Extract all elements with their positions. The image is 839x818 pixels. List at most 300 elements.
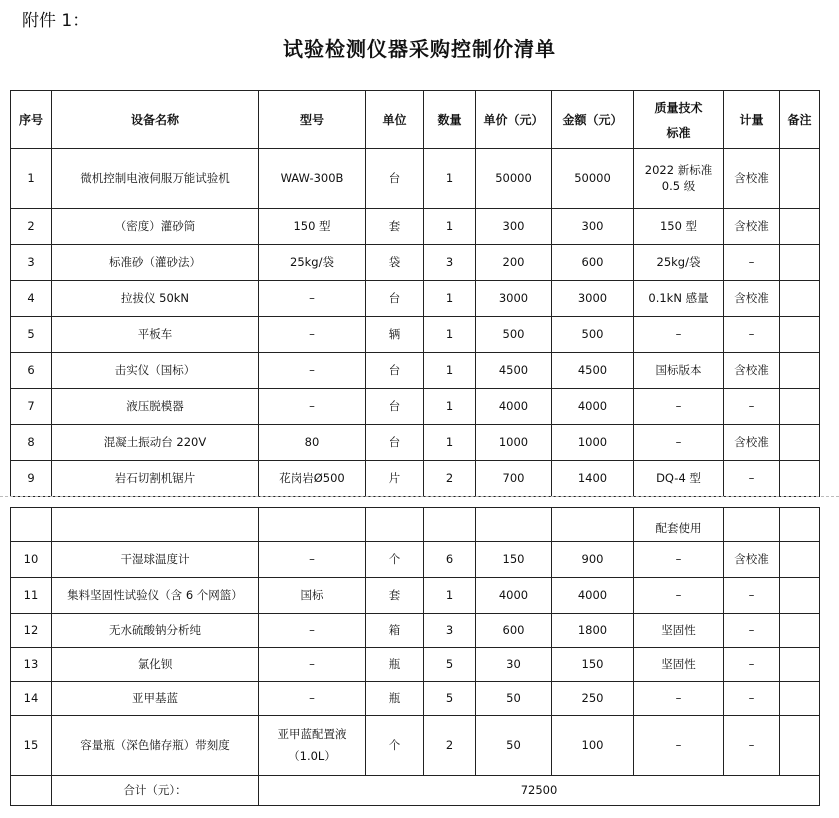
cell-amount xyxy=(552,716,634,776)
cell-price-text: 3000 xyxy=(498,290,529,305)
table-row xyxy=(11,317,820,353)
cell-model xyxy=(259,425,366,461)
cell-name xyxy=(52,682,259,716)
cell-std xyxy=(634,281,724,317)
cell-model-text: – xyxy=(309,656,315,671)
cell-amount-text: 50000 xyxy=(574,170,611,185)
cell-qty xyxy=(424,281,476,317)
cell-price-text: 4000 xyxy=(498,398,529,413)
cell-model xyxy=(259,716,366,776)
cell-std-text: DQ-4 型 xyxy=(656,470,701,485)
cell-std xyxy=(634,245,724,281)
cell-no xyxy=(11,425,52,461)
cell-amount xyxy=(552,542,634,578)
cell-qty-text: 1 xyxy=(445,398,454,413)
cell-unit-text: 个 xyxy=(388,551,401,566)
cell-std-text: – xyxy=(675,551,682,566)
cell-price xyxy=(476,353,552,389)
cell-name-text: 氯化钡 xyxy=(137,656,173,671)
cell-model-text: 25kg/袋 xyxy=(290,254,334,269)
cell-model xyxy=(259,281,366,317)
cell-std-text: 坚固性 xyxy=(661,656,696,671)
cell-qty xyxy=(424,245,476,281)
cell-std xyxy=(634,461,724,497)
cell-unit-text: 台 xyxy=(388,290,401,305)
cell-qty-text: 1 xyxy=(445,362,454,377)
cell-price-text: 50 xyxy=(506,737,521,752)
cell-no xyxy=(11,578,52,614)
cell-amount-text: 300 xyxy=(581,218,604,233)
cell-calib xyxy=(724,425,780,461)
price-table-page1 xyxy=(10,90,820,497)
cell-amount xyxy=(552,614,634,648)
cell-note xyxy=(780,648,820,682)
cell-model-text: 80 xyxy=(304,434,320,449)
cell-amount-text: 4000 xyxy=(577,398,608,413)
cell-qty-text: 1 xyxy=(445,434,454,449)
cell-std xyxy=(634,542,724,578)
cell-calib xyxy=(724,245,780,281)
cell-std xyxy=(634,614,724,648)
cell-price-text: 30 xyxy=(506,656,521,671)
header-amount: 金额（元） xyxy=(552,91,634,149)
cell-model-text: 亚甲蓝配置液 xyxy=(277,726,347,741)
cell-model xyxy=(259,578,366,614)
cell-model-text: – xyxy=(309,290,315,305)
cell-unit-text: 袋 xyxy=(388,254,401,269)
cell-amount xyxy=(552,353,634,389)
cell-qty-text: 5 xyxy=(445,656,454,671)
header-calib: 计量 xyxy=(724,91,780,149)
cell-no xyxy=(11,389,52,425)
cell-unit xyxy=(366,149,424,209)
table-row xyxy=(11,389,820,425)
cell-no xyxy=(11,461,52,497)
cell-model xyxy=(259,389,366,425)
cell-model-text: – xyxy=(309,362,315,377)
cell-qty-text: 2 xyxy=(445,470,454,485)
cell-name xyxy=(52,317,259,353)
cell-price xyxy=(476,461,552,497)
table-row xyxy=(11,353,820,389)
cell-model-text: 花岗岩Ø500 xyxy=(279,470,345,485)
cell-name xyxy=(52,542,259,578)
cell-unit xyxy=(366,461,424,497)
cell-name-text: 干湿球温度计 xyxy=(120,551,190,566)
cell-price-text: 500 xyxy=(502,326,525,341)
cell-amount-text: 1000 xyxy=(577,434,608,449)
cell-qty xyxy=(424,461,476,497)
header-std-line1: 质量技术 xyxy=(654,100,703,115)
cell-unit xyxy=(366,317,424,353)
cell-unit-text: 箱 xyxy=(388,622,401,637)
cell-name xyxy=(52,578,259,614)
cell-unit xyxy=(366,353,424,389)
cell-amount-text: 600 xyxy=(581,254,604,269)
header-name: 设备名称 xyxy=(52,91,259,149)
cell-qty-text: 3 xyxy=(445,622,454,637)
table-row xyxy=(11,209,820,245)
cell-calib-text: 含校准 xyxy=(734,434,769,449)
cell-note xyxy=(780,461,820,497)
cell-price-text: 4000 xyxy=(498,587,529,602)
cell-qty xyxy=(424,614,476,648)
cell-calib xyxy=(724,682,780,716)
cell-std xyxy=(634,149,724,209)
cell-amount-text: 900 xyxy=(581,551,604,566)
continued-std: 配套使用 xyxy=(634,508,724,542)
cell-unit-text: 台 xyxy=(388,170,401,185)
cell-model-text: – xyxy=(309,398,315,413)
cell-model-text: – xyxy=(309,690,315,705)
cell-name-text: 无水硫酸钠分析纯 xyxy=(109,622,201,637)
cell-unit xyxy=(366,614,424,648)
cell-name-text: （密度）灌砂筒 xyxy=(114,218,196,233)
cell-price xyxy=(476,317,552,353)
cell-no xyxy=(11,245,52,281)
cell-calib-text: 含校准 xyxy=(734,362,769,377)
cell-std xyxy=(634,209,724,245)
cell-amount xyxy=(552,245,634,281)
cell-unit xyxy=(366,209,424,245)
cell-name xyxy=(52,461,259,497)
cell-note xyxy=(780,578,820,614)
cell-name-text: 岩石切割机锯片 xyxy=(114,470,196,485)
cell-unit-text: 瓶 xyxy=(388,690,401,705)
cell-unit xyxy=(366,281,424,317)
cell-model xyxy=(259,149,366,209)
cell-unit xyxy=(366,682,424,716)
cell-model xyxy=(259,317,366,353)
cell-unit-text: 台 xyxy=(388,434,401,449)
header-price: 单价（元） xyxy=(476,91,552,149)
cell-amount xyxy=(552,578,634,614)
header-note: 备注 xyxy=(780,91,820,149)
cell-qty xyxy=(424,317,476,353)
cell-price-text: 200 xyxy=(502,254,525,269)
table-row xyxy=(11,716,820,776)
cell-amount xyxy=(552,209,634,245)
total-blank xyxy=(11,776,52,806)
cell-amount-text: 4000 xyxy=(577,587,608,602)
cell-no-text: 7 xyxy=(27,398,35,413)
cell-unit xyxy=(366,425,424,461)
cell-amount xyxy=(552,648,634,682)
cell-calib-text: 含校准 xyxy=(734,170,769,185)
cell-name-text: 平板车 xyxy=(137,326,173,341)
cell-calib xyxy=(724,614,780,648)
cell-no-text: 6 xyxy=(27,362,35,377)
cell-std xyxy=(634,353,724,389)
cell-note xyxy=(780,353,820,389)
cell-model-text: WAW-300B xyxy=(280,170,344,185)
cell-qty xyxy=(424,389,476,425)
table-row xyxy=(11,648,820,682)
cell-unit xyxy=(366,245,424,281)
cell-qty xyxy=(424,425,476,461)
cell-note xyxy=(780,425,820,461)
cell-name-text: 液压脱模器 xyxy=(126,398,184,413)
cell-qty-text: 3 xyxy=(445,254,454,269)
total-row xyxy=(11,776,820,806)
cell-calib xyxy=(724,389,780,425)
cell-std-text: 国标版本 xyxy=(655,362,702,377)
cell-model-text: – xyxy=(309,622,315,637)
cell-std-text: – xyxy=(675,326,682,341)
cell-amount-text: 100 xyxy=(581,737,604,752)
cell-calib xyxy=(724,149,780,209)
cell-no-text: 9 xyxy=(27,470,35,485)
cell-amount-text: 1400 xyxy=(577,470,608,485)
cell-name-text: 亚甲基蓝 xyxy=(132,690,178,705)
cell-amount-text: 150 xyxy=(581,656,604,671)
cell-model-text: – xyxy=(309,551,315,566)
cell-unit-text: 瓶 xyxy=(388,656,401,671)
cell-model-text: – xyxy=(309,326,315,341)
cell-unit-text: 台 xyxy=(388,362,401,377)
cell-no xyxy=(11,317,52,353)
cell-calib-text: 含校准 xyxy=(734,218,769,233)
cell-model-text: 国标 xyxy=(300,587,324,602)
cell-calib-text: – xyxy=(748,254,755,269)
cell-std-text: 坚固性 xyxy=(661,622,696,637)
cell-qty xyxy=(424,716,476,776)
table-row xyxy=(11,682,820,716)
cell-calib xyxy=(724,578,780,614)
cell-no xyxy=(11,353,52,389)
cell-qty xyxy=(424,353,476,389)
cell-calib xyxy=(724,461,780,497)
cell-std-text: 150 型 xyxy=(659,218,698,233)
cell-qty xyxy=(424,682,476,716)
cell-note xyxy=(780,716,820,776)
cell-price xyxy=(476,425,552,461)
cell-no-text: 13 xyxy=(23,656,39,671)
cell-price xyxy=(476,648,552,682)
continued-row xyxy=(11,508,820,542)
cell-name xyxy=(52,389,259,425)
header-unit: 单位 xyxy=(366,91,424,149)
cell-unit-text: 套 xyxy=(388,218,401,233)
cell-std-text: – xyxy=(675,737,682,752)
cell-std xyxy=(634,682,724,716)
cell-std xyxy=(634,578,724,614)
cell-qty xyxy=(424,209,476,245)
cell-model xyxy=(259,209,366,245)
cell-price-text: 300 xyxy=(502,218,525,233)
cell-no xyxy=(11,209,52,245)
cell-note xyxy=(780,209,820,245)
cell-note xyxy=(780,317,820,353)
table-row xyxy=(11,614,820,648)
table-row xyxy=(11,542,820,578)
cell-qty-text: 6 xyxy=(445,551,454,566)
cell-name-text: 微机控制电液伺服万能试验机 xyxy=(80,170,230,185)
cell-unit-text: 套 xyxy=(388,587,401,602)
cell-no-text: 11 xyxy=(23,587,39,602)
cell-no-text: 10 xyxy=(23,551,39,566)
cell-no-text: 8 xyxy=(27,434,35,449)
total-value: 72500 xyxy=(259,776,820,806)
cell-unit xyxy=(366,542,424,578)
cell-amount-text: 500 xyxy=(581,326,604,341)
cell-name-text: 击实仪（国标） xyxy=(114,362,196,377)
cell-no xyxy=(11,682,52,716)
cell-unit xyxy=(366,389,424,425)
cell-calib-text: – xyxy=(748,587,755,602)
cell-qty-text: 1 xyxy=(445,587,454,602)
cell-price xyxy=(476,614,552,648)
cell-name xyxy=(52,245,259,281)
cell-std xyxy=(634,317,724,353)
cell-name xyxy=(52,425,259,461)
cell-unit xyxy=(366,716,424,776)
cell-no xyxy=(11,149,52,209)
cell-std-text: 0.1kN 感量 xyxy=(648,290,709,305)
cell-model-text: 150 型 xyxy=(293,218,331,233)
cell-qty xyxy=(424,542,476,578)
cell-note xyxy=(780,682,820,716)
cell-calib-text: – xyxy=(748,656,755,671)
price-table-page2 xyxy=(10,507,820,806)
table-row xyxy=(11,578,820,614)
cell-std-text: 2022 新标准 xyxy=(644,162,713,177)
cell-model xyxy=(259,682,366,716)
cell-price xyxy=(476,245,552,281)
cell-amount-text: 1800 xyxy=(577,622,608,637)
cell-amount xyxy=(552,461,634,497)
cell-name-text: 集料坚固性试验仪（含 6 个网篮） xyxy=(67,587,243,602)
cell-name-text: 混凝土振动台 220V xyxy=(103,434,207,449)
cell-amount-text: 3000 xyxy=(577,290,608,305)
cell-calib-text: – xyxy=(748,326,755,341)
table-row xyxy=(11,245,820,281)
cell-calib xyxy=(724,281,780,317)
cell-model xyxy=(259,614,366,648)
cell-amount xyxy=(552,389,634,425)
cell-calib xyxy=(724,353,780,389)
cell-unit-text: 个 xyxy=(388,737,401,752)
cell-name xyxy=(52,149,259,209)
cell-calib-text: – xyxy=(748,470,755,485)
cell-calib xyxy=(724,317,780,353)
cell-price-text: 50 xyxy=(506,690,521,705)
cell-qty-text: 5 xyxy=(445,690,454,705)
cell-calib-text: – xyxy=(748,398,755,413)
cell-name xyxy=(52,716,259,776)
cell-qty-text: 1 xyxy=(445,170,454,185)
cell-std-text: – xyxy=(675,690,682,705)
cell-amount xyxy=(552,149,634,209)
cell-price xyxy=(476,542,552,578)
cell-amount xyxy=(552,281,634,317)
cell-price-text: 1000 xyxy=(498,434,529,449)
cell-unit-text: 辆 xyxy=(388,326,401,341)
cell-no-text: 2 xyxy=(27,218,35,233)
cell-price xyxy=(476,281,552,317)
cell-qty-text: 1 xyxy=(445,218,454,233)
cell-amount xyxy=(552,425,634,461)
cell-calib-text: 含校准 xyxy=(734,551,769,566)
cell-model xyxy=(259,353,366,389)
cell-no-text: 3 xyxy=(27,254,35,269)
cell-calib xyxy=(724,716,780,776)
header-model: 型号 xyxy=(259,91,366,149)
table-row xyxy=(11,281,820,317)
cell-no xyxy=(11,716,52,776)
cell-model xyxy=(259,461,366,497)
cell-no xyxy=(11,281,52,317)
cell-model xyxy=(259,542,366,578)
header-std-line2: 标准 xyxy=(666,125,691,140)
cell-note xyxy=(780,614,820,648)
cell-amount xyxy=(552,682,634,716)
cell-price-text: 600 xyxy=(502,622,525,637)
cell-qty xyxy=(424,149,476,209)
cell-model xyxy=(259,648,366,682)
cell-no xyxy=(11,614,52,648)
cell-calib-text: – xyxy=(748,737,755,752)
annex-label: 附件 1： xyxy=(22,11,90,31)
cell-calib xyxy=(724,648,780,682)
cell-price-text: 700 xyxy=(502,470,525,485)
cell-name xyxy=(52,353,259,389)
cell-price-text: 4500 xyxy=(498,362,529,377)
document-title: 试验检测仪器采购控制价清单 xyxy=(283,37,556,61)
cell-no-text: 1 xyxy=(27,170,35,185)
cell-price xyxy=(476,578,552,614)
cell-note xyxy=(780,542,820,578)
cell-amount xyxy=(552,317,634,353)
header-qty: 数量 xyxy=(424,91,476,149)
cell-calib xyxy=(724,209,780,245)
cell-price-text: 150 xyxy=(502,551,525,566)
cell-qty-text: 1 xyxy=(445,290,454,305)
cell-unit-text: 台 xyxy=(388,398,401,413)
header-no: 序号 xyxy=(11,91,52,149)
cell-no-text: 15 xyxy=(23,737,39,752)
cell-calib xyxy=(724,542,780,578)
cell-std-text: – xyxy=(675,434,682,449)
cell-std xyxy=(634,716,724,776)
cell-unit xyxy=(366,648,424,682)
cell-note xyxy=(780,281,820,317)
cell-qty xyxy=(424,578,476,614)
cell-std-text: – xyxy=(675,398,682,413)
cell-model-line2: （1.0L） xyxy=(288,748,336,763)
cell-price-text: 50000 xyxy=(495,170,532,185)
cell-calib-text: – xyxy=(748,690,755,705)
cell-qty xyxy=(424,648,476,682)
cell-price xyxy=(476,716,552,776)
cell-name xyxy=(52,614,259,648)
cell-price xyxy=(476,209,552,245)
cell-std-line2: 0.5 级 xyxy=(661,178,696,193)
cell-name xyxy=(52,209,259,245)
cell-name-text: 标准砂（灌砂法） xyxy=(109,254,201,269)
table-row xyxy=(11,461,820,497)
cell-price xyxy=(476,682,552,716)
cell-note xyxy=(780,149,820,209)
header-std xyxy=(634,91,724,149)
cell-model xyxy=(259,245,366,281)
cell-note xyxy=(780,245,820,281)
cell-no-text: 4 xyxy=(27,290,35,305)
cell-no-text: 14 xyxy=(23,690,39,705)
cell-qty-text: 2 xyxy=(445,737,454,752)
cell-name xyxy=(52,281,259,317)
cell-amount-text: 4500 xyxy=(577,362,608,377)
